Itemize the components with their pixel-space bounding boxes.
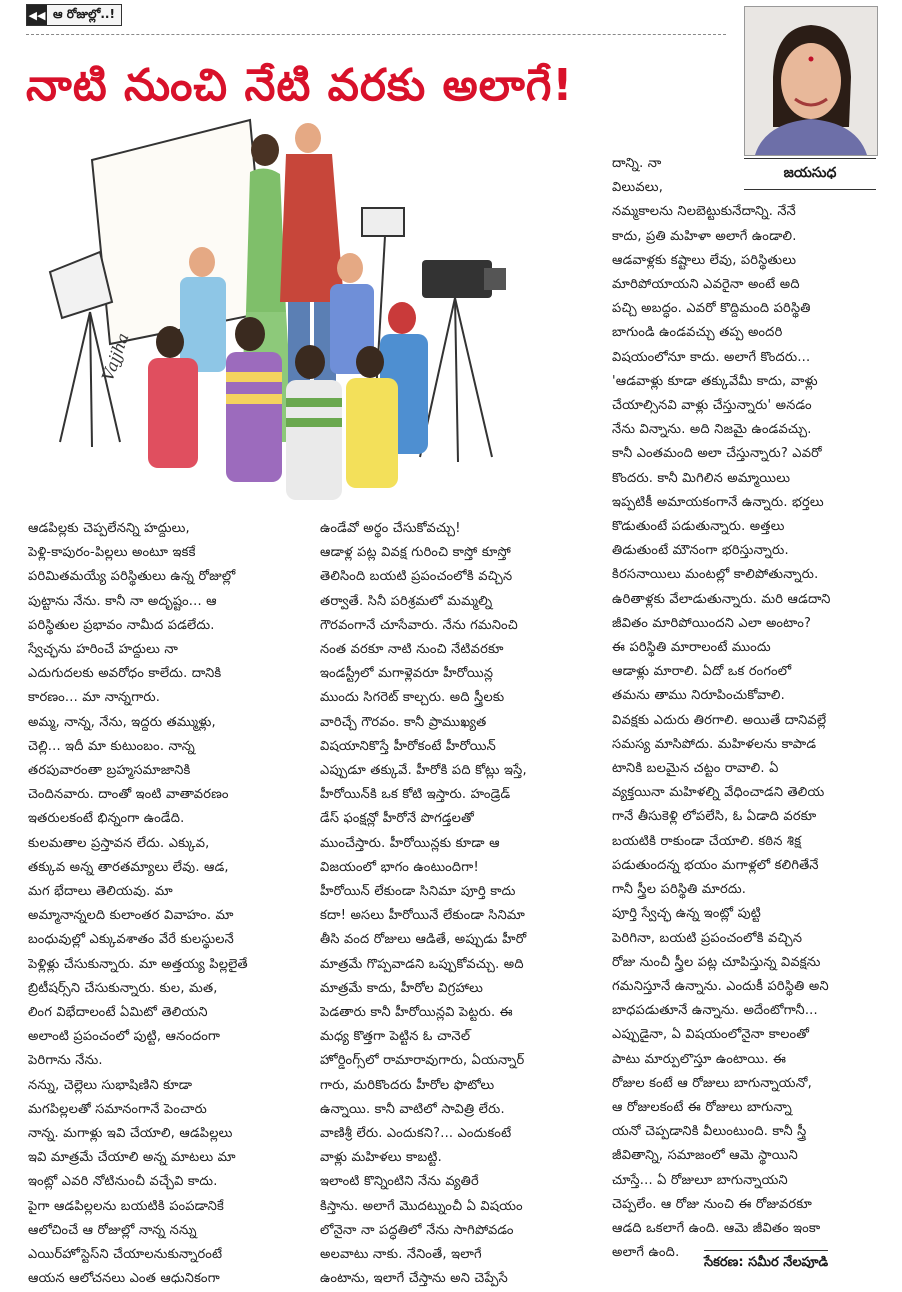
body-line: అలవాటు నాకు. నేనింతే, ఇలాగే (320, 1247, 482, 1263)
body-line: గారు, మరికొందరు హీరోల ఫొటోలు (320, 1077, 495, 1093)
rewind-icon: ◀◀ (27, 5, 47, 25)
body-line: దాన్ని. నా (612, 156, 662, 171)
body-line: గానీ స్త్రీల పరిస్థితి మారదు. (612, 882, 747, 898)
body-line: తర్వాతే. సినీ పరిశ్రమలో మమ్మల్ని (320, 593, 493, 609)
body-line: కొడుతుంటే పడుతున్నారు. అత్తలు (612, 519, 785, 535)
body-line: గమనిస్తూనే ఉన్నాను. ఎందుకీ పరిస్థితి అని (612, 978, 829, 994)
column-2 (320, 517, 602, 1292)
body-line: ఎదుగుదలకు అవరోధం కాలేదు. దానికి (28, 666, 222, 682)
body-line: పైగా ఆడపిల్లలను బయటికి పంపడానికే (28, 1198, 225, 1214)
body-line: బాధపడుతూనే ఉన్నాను. అదేంటోగానీ... (612, 1003, 818, 1019)
body-line: చెప్పలేం. ఆ రోజు నుంచి ఈ రోజువరకూ (612, 1196, 812, 1212)
body-line: ఇతరులకంటే భిన్నంగా ఉండేది. (28, 811, 185, 827)
body-line: ఇంట్లో ఎవరి నోటినుంచీ వచ్చేవి కాదు. (28, 1174, 218, 1190)
body-line: మాత్రమే గొప్పవాడని ఒప్పుకోవచ్చు. అది (320, 956, 524, 972)
body-line: యనో చెప్పడానికి వీలుంటుంది. కానీ స్త్రీ (612, 1124, 807, 1140)
body-line: వివక్షకు ఎదురు తిరగాలి. అయితే దానివల్లే (612, 712, 827, 728)
body-line: ఆడాళ్లు మారాలి. ఏదో ఒక రంగంలో (612, 664, 792, 680)
body-line: పుట్టాను నేను. కానీ నా అదృష్టం... ఆ (28, 593, 217, 609)
body-line: లింగ విభేదాలంటే ఏమిటో తెలియని (28, 1005, 208, 1021)
body-line: బంధువుల్లో ఎక్కువశాతం వేరే కులస్థులనే (28, 932, 235, 948)
body-line: ఉండేవో అర్థం చేసుకోవచ్చు! (320, 521, 461, 536)
section-tag-label: ఆ రోజుల్లో..! (53, 6, 115, 21)
body-line: బ్రిటీషర్స్‌ని చేసుకున్నారు. కుల, మత, (28, 980, 218, 996)
body-line: బాగుండి ఉండవచ్చు తప్ప అందరి (612, 325, 783, 341)
body-line: నంత వరకూ నాటి నుంచి నేటివరకూ (320, 642, 504, 658)
column-1 (28, 517, 308, 1292)
body-line: తెలిసింది బయటి ప్రపంచంలోకి వచ్చిన (320, 569, 513, 585)
body-line: చెల్లి... ఇదీ మా కుటుంబం. నాన్న (28, 738, 195, 754)
body-line: అమ్మ, నాన్న, నేను, ఇద్దరు తమ్ముళ్లు, (28, 714, 216, 730)
body-line: కారణం... మా నాన్నగారు. (28, 690, 161, 706)
body-line: ఇవి మాత్రమే చేయాలి అన్న మాటలు మా (28, 1150, 236, 1166)
body-line: మగ భేదాలు తెలియవు. మా (28, 884, 173, 900)
body-line: పరిస్థితుల ప్రభావం నామీద పడలేదు. (28, 617, 215, 633)
body-line: కదా! అసలు హీరోయినే లేకుండా సినిమా (320, 908, 526, 924)
body-line: పూర్తి స్వేచ్ఛ ఉన్న ఇంట్లో పుట్టి (612, 906, 761, 922)
body-line: చూస్తే... ఏ రోజులూ బాగున్నాయని (612, 1172, 788, 1188)
body-line: కిరసనాయిలు మంటల్లో కాలిపోతున్నారు. (612, 567, 819, 583)
body-line: విలువలు, (612, 180, 664, 196)
body-line: పెరిగాను నేను. (28, 1053, 103, 1069)
body-line: విజయంలో భాగం ఉంటుందిగా! (320, 859, 479, 875)
body-line: ఆడవాళ్లకు కష్టాలు లేవు, పరిస్థితులు (612, 252, 797, 268)
body-line: హోర్డింగ్స్‌లో రామారావుగారు, ఏయన్నార్ (320, 1053, 525, 1069)
body-line: అలాగే ఉంది. (612, 1245, 680, 1261)
body-line: ఆలోచించే ఆ రోజుల్లో నాన్న నన్ను (28, 1222, 197, 1238)
film-shoot-illustration (40, 112, 560, 507)
body-line: పెళ్లి-కాపురం-పిల్లలు అంటూ ఇకకే (28, 545, 196, 561)
body-line: కిస్తాను. అలాగే మొదట్నుంచీ ఏ విషయం (320, 1198, 523, 1214)
body-line: ఉరితాళ్లకు వేలాడుతున్నారు. మరి ఆడదాని (612, 591, 831, 607)
body-line: వారిచ్చే గౌరవం. కానీ ప్రాముఖ్యత (320, 714, 487, 730)
body-line: గౌరవంగానే చూసేవారు. నేను గమనించి (320, 617, 518, 633)
body-line: జీవితం మారిపోయిందని ఎలా అంటాం? (612, 615, 812, 631)
body-line: పరిమితమయ్యే పరిస్థితులు ఉన్న రోజుల్లో (28, 569, 236, 585)
body-line: ఆయన ఆలోచనలు ఎంత ఆధునికంగా (28, 1271, 220, 1287)
body-line: వాళ్లు మహిళలు కాబట్టి. (320, 1150, 442, 1166)
credit-line: సేకరణ: సమీర నేలపూడి (704, 1250, 828, 1273)
body-line: తరపువారంతా బ్రహ్మసమాజానికి (28, 763, 191, 779)
body-line: ఇప్పటికీ అమాయకంగానే ఉన్నారు. భర్తలు (612, 494, 824, 510)
headline: నాటి నుంచి నేటి వరకు అలాగే! (26, 60, 574, 111)
body-line: పడుతుందన్న భయం మగాళ్లలో కలిగితేనే (612, 857, 819, 873)
body-line: పెరిగినా, బయటి ప్రపంచంలోకి వచ్చిన (612, 930, 803, 946)
body-line: విషయానికొస్తే హీరోకంటే హీరోయిన్ (320, 738, 496, 754)
body-line: గానే తీసుకెళ్లి లోపలేసి, ఓ ఏడాది వరకూ (612, 809, 817, 825)
body-line: ఆడది ఒకలాగే ఉంది. ఆమె జీవితం ఇంకా (612, 1220, 821, 1236)
body-line: తీసి వంద రోజులు ఆడితే, అప్పుడు హీరో (320, 932, 527, 948)
body-line: చేయాల్సినవి వాళ్లు చేస్తున్నారు' అనడం (612, 398, 812, 414)
body-line: తిడుతుంటే మౌనంగా భరిస్తున్నారు. (612, 543, 789, 559)
body-line: మాత్రమే కాదు, హీరోల విగ్రహాలు (320, 980, 484, 996)
body-line: సమస్య మాసిపోదు. మహిళలను కాపాడ (612, 736, 817, 752)
body-line: లోనైనా నా పద్ధతిలో నేను సాగిపోవడం (320, 1222, 514, 1238)
body-line: వాణిశ్రీ లేరు. ఎందుకని?... ఎందుకంటే (320, 1126, 512, 1142)
body-line: నాన్న. మగాళ్లు ఇవి చేయాలి, ఆడపిల్లలు (28, 1126, 233, 1142)
body-line: రోజుల కంటే ఆ రోజులు బాగున్నాయనో, (612, 1075, 812, 1091)
body-line: చెందినవారు. దాంతో ఇంటి వాతావరణం (28, 787, 229, 803)
body-line: డేస్ ఫంక్షన్లో హీరోనే పొగడ్తలతో (320, 811, 474, 827)
body-line: మధ్య కొత్తగా పెట్టిన ఓ చానెల్ (320, 1029, 471, 1045)
top-divider (26, 34, 726, 35)
body-line: ఆడపిల్లకు చెప్పలేనన్ని హద్దులు, (28, 521, 190, 536)
body-line: మగపిల్లలతో సమానంగానే పెంచారు (28, 1101, 208, 1117)
body-line: ఇలాంటి కొన్నింటిని నేను వ్యతిరే (320, 1174, 479, 1190)
body-line: పాటు మార్పులొస్తూ ఉంటాయి. ఈ (612, 1051, 787, 1067)
body-line: బయటికి రాకుండా చేయాలి. కఠిన శిక్ష (612, 833, 802, 849)
body-line: ముంచేస్తారు. హీరోయిన్లకు కూడా ఆ (320, 835, 500, 851)
body-line: 'ఆడవాళ్లు కూడా తక్కువేమీ కాదు, వాళ్లు (612, 373, 818, 389)
body-line: ఎయిర్‌హోస్టెస్‌ని చేయాలనుకున్నారంటే (28, 1247, 223, 1263)
body-line: పెళ్లిళ్లు చేసుకున్నారు. మా అత్తయ్య పిల్లలైతే (28, 956, 248, 972)
body-line: కొందరు. కానీ మిగిలిన అమ్మాయిలు (612, 470, 791, 486)
body-line: నేను విన్నాను. అది నిజమై ఉండవచ్చు. (612, 422, 812, 438)
body-line: ఎప్పుడూ తక్కువే. హీరోకి పది కోట్లు ఇస్తే, (320, 763, 527, 779)
section-tag (26, 4, 122, 26)
body-line: హీరోయిన్‌కి ఒక కోటి ఇస్తారు. హండ్రెడ్ (320, 787, 511, 803)
body-line: కులమతాల ప్రస్తావన లేదు. ఎక్కువ, (28, 835, 210, 851)
body-line: అమ్మానాన్నలది కులాంతర వివాహం. మా (28, 908, 234, 924)
body-line: మారిపోయాయని ఎవరైనా అంటే అది (612, 277, 800, 293)
body-line: పెడతారు కానీ హీరోయిన్లవి పెట్టరు. ఈ (320, 1005, 513, 1021)
body-line: స్వేచ్ఛను హరించే హద్దులు నా (28, 642, 179, 658)
body-line: ఉన్నాయి. కానీ వాటిలో సావిత్రి లేరు. (320, 1101, 505, 1117)
body-line: కాదు, ప్రతి మహిళా అలాగే ఉండాలి. (612, 228, 797, 244)
body-line: ఆ రోజులకంటే ఈ రోజులు బాగున్నా (612, 1099, 792, 1115)
body-line: నమ్మకాలను నిలబెట్టుకునేదాన్ని. నేనే (612, 204, 797, 220)
body-line: తక్కువ అన్న తారతమ్యాలు లేవు. ఆడ, (28, 859, 229, 875)
body-line: పచ్చి అబద్ధం. ఎవరో కొద్దిమంది పరిస్థితి (612, 301, 811, 317)
body-line: విషయంలోనూ కాదు. అలాగే కొందరు... (612, 349, 811, 365)
author-photo (744, 6, 878, 156)
body-line: రోజు నుంచీ స్త్రీల పట్ల చూపిస్తున్న వివక్షను (612, 954, 821, 970)
byline: జయసుధ (744, 158, 876, 190)
body-line: ముందు సిగరెట్ కాల్చరు. అది స్త్రీలకు (320, 690, 505, 706)
artist-signature: Vajjha (97, 330, 133, 384)
body-line: వ్యక్తయినా మహిళల్ని వేధించాడని తెలియ (612, 785, 825, 801)
body-line: ఉంటాను, ఇలాగే చేస్తాను అని చెప్పేసే (320, 1271, 508, 1287)
body-line: ఈ పరిస్థితి మారాలంటే ముందు (612, 640, 771, 656)
body-line: టానికి బలమైన చట్టం రావాలి. ఏ (612, 761, 779, 777)
body-line: అలాంటి ప్రపంచంలో పుట్టి, ఆనందంగా (28, 1029, 221, 1045)
body-line: హీరోయిన్ లేకుండా సినిమా పూర్తి కాదు (320, 884, 516, 900)
body-line: నన్ను, చెల్లెలు సుభాషిణిని కూడా (28, 1077, 193, 1093)
body-line: తమను తాము నిరూపించుకోవాలి. (612, 688, 785, 704)
body-line: కానీ ఎంతమంది అలా చేస్తున్నారు? ఎవరో (612, 446, 822, 462)
body-line: ఆడాళ్ల పట్ల వివక్ష గురించి కాస్తో కూస్తో (320, 545, 511, 561)
body-line: ఇండస్ట్రీలో మగాళ్లెవరూ హీరోయిన్ల (320, 666, 494, 682)
column-3 (612, 152, 882, 1265)
body-line: జీవితాన్ని, సమాజంలో ఆమె స్థాయిని (612, 1148, 798, 1164)
body-line: ఎప్పుడైనా, ఏ విషయంలోనైనా కాలంతో (612, 1027, 810, 1043)
